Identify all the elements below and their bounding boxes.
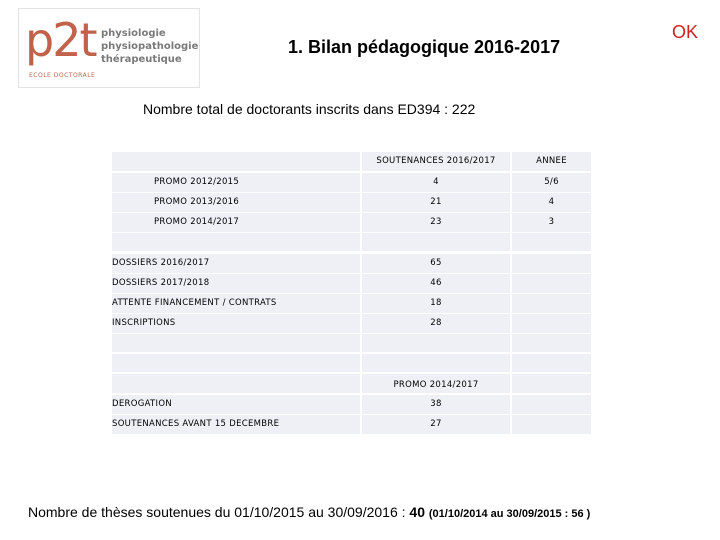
table-row-label: ATTENTE FINANCEMENT / CONTRATS <box>112 294 360 313</box>
table-empty-cell <box>112 233 360 251</box>
table-cell: 3 <box>512 213 591 232</box>
table-empty-cell <box>512 254 591 273</box>
ed-logo <box>18 8 200 88</box>
table-empty-cell <box>512 314 591 333</box>
table-header-cell <box>112 152 360 171</box>
table-cell: 23 <box>362 213 510 232</box>
table-cell: 21 <box>362 193 510 212</box>
logo-mark: p2t <box>25 13 96 67</box>
table-empty-cell <box>512 233 591 251</box>
table-header-cell: ANNEE <box>512 152 591 171</box>
status-ok: OK <box>672 22 699 42</box>
table-empty-cell <box>112 374 360 393</box>
table-subheader: PROMO 2014/2017 <box>362 374 510 393</box>
footer-note: (01/10/2014 au 30/09/2015 : 56 ) <box>428 508 591 520</box>
table-row-label: SOUTENANCES AVANT 15 DECEMBRE <box>112 415 360 434</box>
table-empty-cell <box>512 274 591 293</box>
logo-school: ECOLE DOCTORALE <box>29 72 96 79</box>
table-cell: 46 <box>362 274 510 293</box>
table-empty-cell <box>512 395 591 414</box>
table-empty-cell <box>512 334 591 352</box>
table-cell: 28 <box>362 314 510 333</box>
footer-summary <box>28 504 590 520</box>
table-row-label: DEROGATION <box>112 395 360 414</box>
logo-line: physiopathologie <box>101 41 199 52</box>
table-empty-cell <box>512 374 591 393</box>
table-row-label: PROMO 2013/2016 <box>112 193 360 212</box>
footer-text: Nombre de thèses soutenues du 01/10/2015 au 30/09/2016 : <box>28 504 410 520</box>
table-header-cell: SOUTENANCES 2016/2017 <box>362 152 510 171</box>
footer-count: 40 <box>409 504 425 520</box>
table-empty-cell <box>362 233 510 251</box>
table-cell: 5/6 <box>512 173 591 192</box>
table-empty-cell <box>362 334 510 352</box>
logo-line: thérapeutique <box>101 54 182 65</box>
table-row-label: PROMO 2014/2017 <box>112 213 360 232</box>
table-empty-cell <box>362 354 510 372</box>
page-title: 1. Bilan pédagogique 2016-2017 <box>288 37 561 57</box>
table-cell: 4 <box>362 173 510 192</box>
table-empty-cell <box>512 354 591 372</box>
table-cell: 27 <box>362 415 510 434</box>
table-empty-cell <box>512 415 591 434</box>
table-empty-cell <box>512 294 591 313</box>
table-row-label: DOSSIERS 2016/2017 <box>112 254 360 273</box>
table-row-label: INSCRIPTIONS <box>112 314 360 333</box>
logo-line: physiologie <box>101 28 166 39</box>
table-cell: 4 <box>512 193 591 212</box>
table-row-label: PROMO 2012/2015 <box>112 173 360 192</box>
table-empty-cell <box>112 354 360 372</box>
table-empty-cell <box>112 334 360 352</box>
total-doctorants: Nombre total de doctorants inscrits dans ED394 : 222 <box>143 101 476 117</box>
table-cell: 65 <box>362 254 510 273</box>
logo-text <box>101 27 198 66</box>
table-cell: 18 <box>362 294 510 313</box>
table-row-label: DOSSIERS 2017/2018 <box>112 274 360 293</box>
table-cell: 38 <box>362 395 510 414</box>
